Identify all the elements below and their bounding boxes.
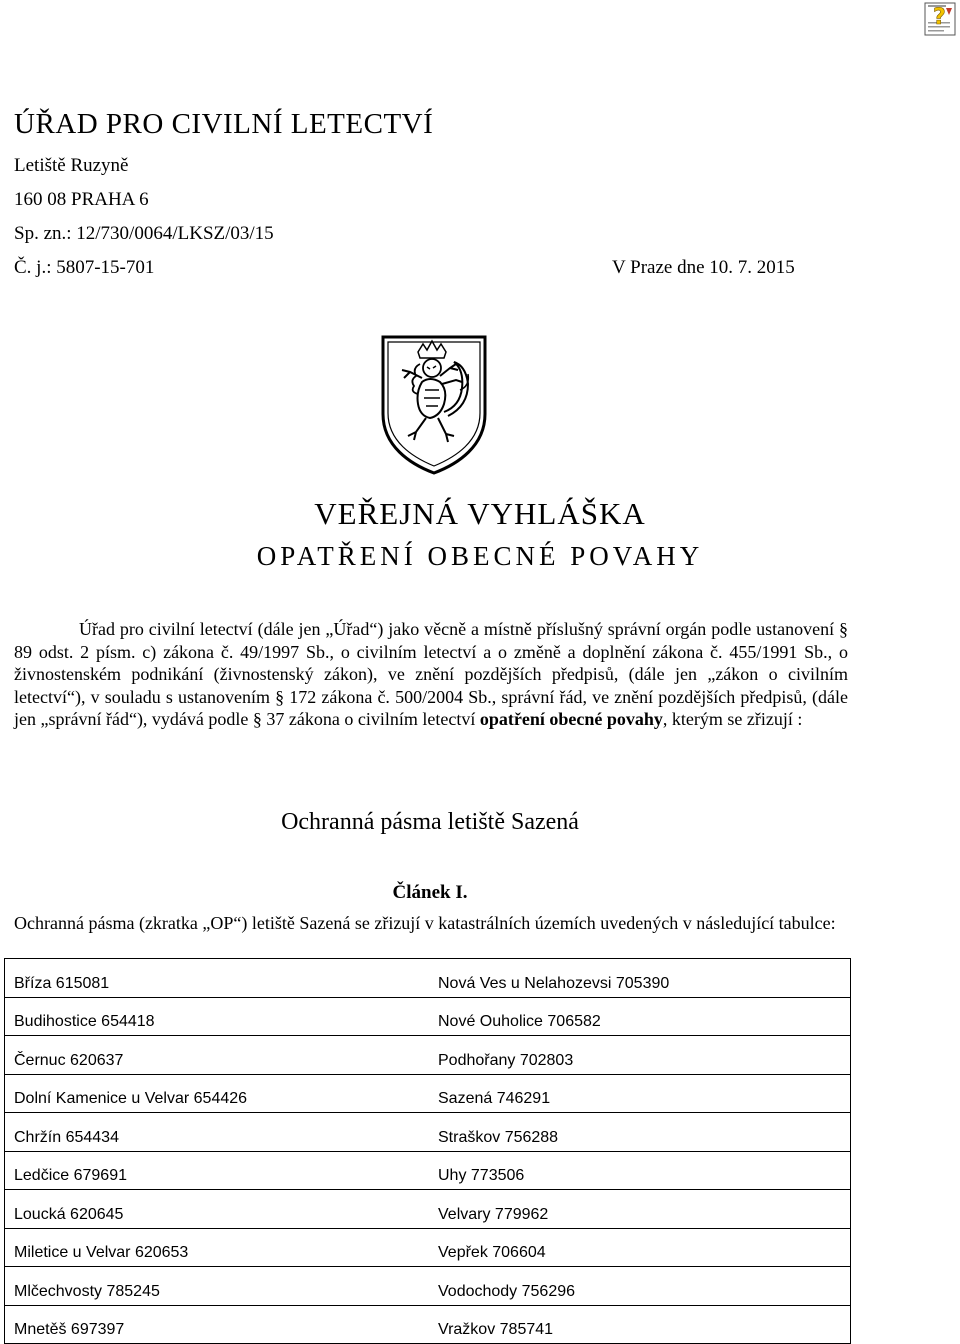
table-cell: Chržín 654434 [5, 1113, 430, 1152]
table-cell: Velvary 779962 [429, 1190, 851, 1229]
table-row [5, 1267, 851, 1306]
table-row [5, 1074, 851, 1113]
table-cell: Mlčechvosty 785245 [5, 1267, 430, 1306]
table-cell: Vepřek 706604 [429, 1228, 851, 1267]
document-question-icon [924, 2, 956, 36]
document-type-title: VEŘEJNÁ VYHLÁŠKA [314, 496, 646, 531]
table-row [5, 959, 851, 998]
table-cell: Bříza 615081 [5, 959, 430, 998]
document-reference: Č. j.: 5807-15-701 [14, 257, 155, 278]
table-cell: Uhy 773506 [429, 1151, 851, 1190]
table-row [5, 1151, 851, 1190]
table-row [5, 1113, 851, 1152]
table-cell: Sazená 746291 [429, 1074, 851, 1113]
table-cell: Miletice u Velvar 620653 [5, 1228, 430, 1267]
table-cell: Vodochody 756296 [429, 1267, 851, 1306]
intro-bold-text: opatření obecné povahy [479, 709, 663, 729]
article-text: Ochranná pásma (zkratka „OP“) letiště Sazená se zřizují v katastrálních územích uvedených v následující tabulce: [14, 913, 836, 933]
table-row [5, 1305, 851, 1344]
section-title: Ochranná pásma letiště Sazená [281, 809, 579, 835]
intro-text-end: , kterým se zřizují : [662, 709, 803, 729]
svg-text:?: ? [933, 5, 946, 30]
table-row [5, 1190, 851, 1229]
document-subtitle: OPATŘENÍ OBECNÉ POVAHY [256, 541, 704, 571]
table-cell: Straškov 756288 [429, 1113, 851, 1152]
table-row [5, 997, 851, 1036]
article-title: Článek I. [392, 882, 468, 903]
table-cell: Ledčice 679691 [5, 1151, 430, 1190]
address-line-2: 160 08 PRAHA 6 [14, 189, 149, 210]
address-line-1: Letiště Ruzyně [14, 155, 129, 176]
cadastral-areas-table [4, 958, 851, 1344]
organization-name: ÚŘAD PRO CIVILNÍ LETECTVÍ [14, 108, 434, 140]
table-cell: Nová Ves u Nelahozevsi 705390 [429, 959, 851, 998]
table-cell: Loucká 620645 [5, 1190, 430, 1229]
issue-date: V Praze dne 10. 7. 2015 [612, 257, 795, 278]
czech-coat-of-arms-icon [380, 334, 488, 476]
table-row [5, 1228, 851, 1267]
table-cell: Vražkov 785741 [429, 1305, 851, 1344]
table-cell: Nové Ouholice 706582 [429, 997, 851, 1036]
table-cell: Budihostice 654418 [5, 997, 430, 1036]
file-reference: Sp. zn.: 12/730/0064/LKSZ/03/15 [14, 223, 274, 244]
table-cell: Dolní Kamenice u Velvar 654426 [5, 1074, 430, 1113]
table-cell: Mnetěš 697397 [5, 1305, 430, 1344]
table-cell: Podhořany 702803 [429, 1036, 851, 1075]
intro-text: Úřad pro civilní letectví (dále jen „Úřad“) jako věcně a místně příslušný správní orgán podle ustanovení § 89 odst. 2 písm. c) zákona č. 49/1997 Sb., o civilním letectví a o změně a doplnění zákona č. 455/1991 Sb., o živnostenském podnikání (živnostenský zákon), ve znění pozdějších předpisů, (dále jen „zákon o civilním letectví“), v souladu s ustanovením § 172 zákona č. 500/2004 Sb., správní řád, ve znění pozdějších předpisů, (dále jen „správní řád“), vydává podle § 37 zákona o civilním letectví [14, 619, 848, 729]
table-cell: Černuc 620637 [5, 1036, 430, 1075]
intro-paragraph [14, 618, 848, 731]
table-row [5, 1036, 851, 1075]
